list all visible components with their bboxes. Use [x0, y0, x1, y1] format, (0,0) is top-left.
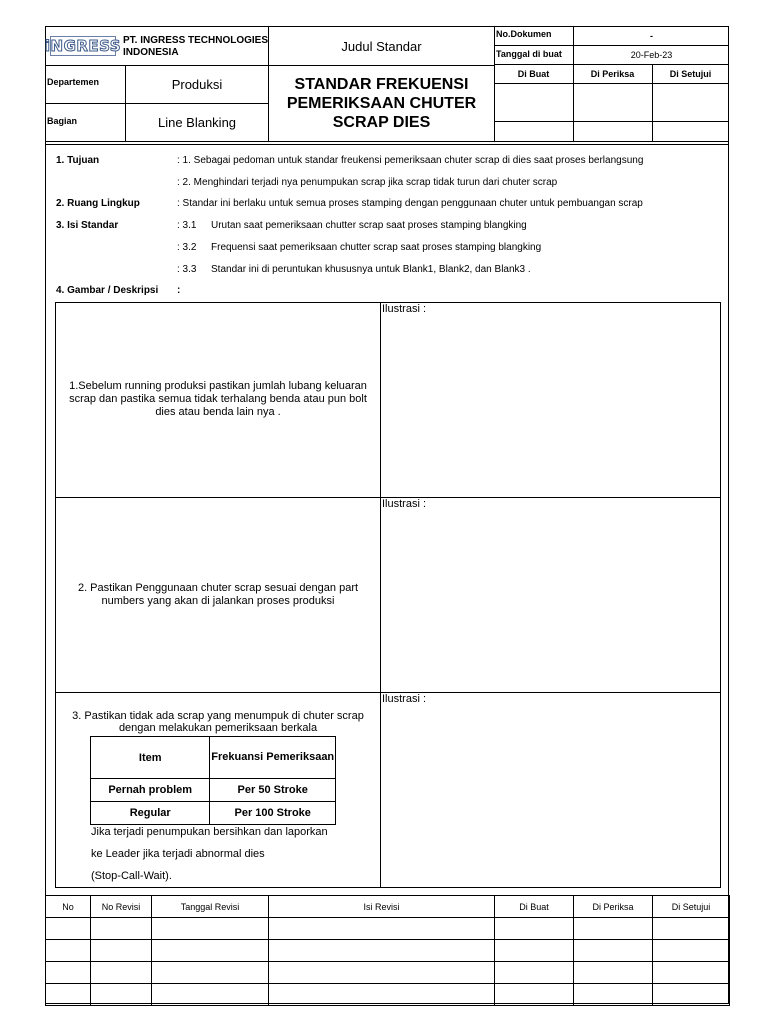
freq-header-item: Item	[91, 737, 210, 779]
isi-standar-label: 3. Isi Standar	[56, 220, 119, 231]
illustration-label-2: Ilustrasi :	[382, 498, 427, 510]
step-3-text-line1: 3. Pastikan tidak ada scrap yang menumpuk di chuter scrap	[72, 710, 364, 722]
isi-standar-num-1: : 3.1	[177, 220, 197, 231]
company-logo	[44, 36, 122, 56]
dibuat-label: Di Buat	[517, 69, 550, 79]
frequency-table	[90, 736, 336, 825]
freq-row1-item: Pernah problem	[91, 779, 210, 802]
revision-header-no: No	[46, 896, 91, 918]
revision-row	[46, 984, 730, 1006]
revision-row	[46, 940, 730, 962]
document-title	[269, 66, 494, 141]
step-1-text: 1.Sebelum running produksi pastikan jumlah lubang keluaran scrap dan pastika semua tidak terhalang benda atau pun bolt dies atau benda lain nya .	[69, 380, 367, 418]
bagian-label: Bagian	[47, 116, 78, 126]
gambar-deskripsi-colon: :	[177, 285, 181, 296]
step-3-text-line2: dengan melakukan pemeriksaan berkala	[118, 722, 318, 734]
isi-standar-text-1: Urutan saat pemeriksaan chutter scrap saat proses stamping blangking	[211, 220, 527, 231]
bagian-value: Line Blanking	[157, 115, 237, 130]
revision-row	[46, 918, 730, 940]
revision-header-diperiksa: Di Periksa	[574, 896, 653, 918]
tujuan-item-2: : 2. Menghindari terjadi nya penumpukan scrap jika scrap tidak turun dari chuter scrap	[177, 177, 558, 188]
document-title-line3: SCRAP DIES	[332, 114, 431, 131]
freq-row1-freq: Per 50 Stroke	[210, 779, 336, 802]
judul-standar-label: Judul Standar	[341, 38, 422, 54]
revision-header-dibuat: Di Buat	[495, 896, 574, 918]
isi-standar-num-3: : 3.3	[177, 264, 197, 275]
freq-row2-freq: Per 100 Stroke	[210, 802, 336, 825]
isi-standar-text-3: Standar ini di peruntukan khususnya untuk Blank1, Blank2, dan Blank3 .	[211, 264, 531, 275]
step-3-note-1: Jika terjadi penumpukan bersihkan dan laporkan	[91, 826, 328, 838]
step-2-text: 2. Pastikan Penggunaan chuter scrap sesuai dengan part numbers yang akan di jalankan proses produksi	[77, 582, 359, 607]
step-3-note-3: (Stop-Call-Wait).	[91, 870, 172, 882]
revision-header-isi: Isi Revisi	[269, 896, 495, 918]
ruang-lingkup-label: 2. Ruang Lingkup	[56, 198, 140, 209]
steps-divider	[380, 302, 381, 888]
ruang-lingkup-text: : Standar ini berlaku untuk semua proses stamping dengan penggunaan chuter untuk pembuangan scrap	[177, 198, 643, 209]
departemen-label: Departemen	[47, 77, 100, 87]
revision-header-tanggal: Tanggal Revisi	[152, 896, 269, 918]
company-name-line1: PT. INGRESS TECHNOLOGIES	[123, 35, 269, 46]
date-created-value: 20-Feb-23	[630, 50, 673, 60]
tujuan-label: 1. Tujuan	[56, 155, 100, 166]
company-name-line2: INDONESIA	[123, 47, 179, 58]
document-title-line2: PEMERIKSAAN CHUTER	[286, 95, 477, 112]
departemen-value: Produksi	[171, 77, 223, 92]
tujuan-item-1: : 1. Sebagai pedoman untuk standar freukensi pemeriksaan chuter scrap di dies saat proses berlangsung	[177, 155, 644, 166]
illustration-label-3: Ilustrasi :	[382, 693, 427, 705]
document-title-line1: STANDAR FREKUENSI	[294, 76, 469, 93]
isi-standar-num-2: : 3.2	[177, 242, 197, 253]
revision-header-no-revisi: No Revisi	[91, 896, 152, 918]
revision-table	[45, 895, 730, 1006]
diperiksa-label: Di Periksa	[590, 69, 635, 79]
company-logo-text: iNGRESS	[44, 37, 122, 55]
doc-no-value: -	[650, 31, 653, 41]
freq-row2-item: Regular	[91, 802, 210, 825]
illustration-label-1: Ilustrasi :	[382, 303, 427, 315]
header-divider	[494, 83, 729, 84]
header-bottom	[45, 141, 729, 142]
revision-header-disetujui: Di Setujui	[653, 896, 730, 918]
header-bottom-double	[45, 144, 729, 145]
header-divider	[494, 121, 729, 122]
date-created-label: Tanggal di buat	[496, 49, 562, 59]
revision-row	[46, 962, 730, 984]
isi-standar-text-2: Frequensi saat pemeriksaan chutter scrap saat proses stamping blangking	[211, 242, 542, 253]
step-3-note-2: ke Leader jika terjadi abnormal dies	[91, 848, 265, 860]
freq-header-frekuensi: Frekuansi Pemeriksaan	[210, 737, 336, 779]
gambar-deskripsi-label: 4. Gambar / Deskripsi	[56, 285, 159, 296]
doc-no-label: No.Dokumen	[496, 29, 552, 39]
disetujui-label: Di Setujui	[669, 69, 712, 79]
